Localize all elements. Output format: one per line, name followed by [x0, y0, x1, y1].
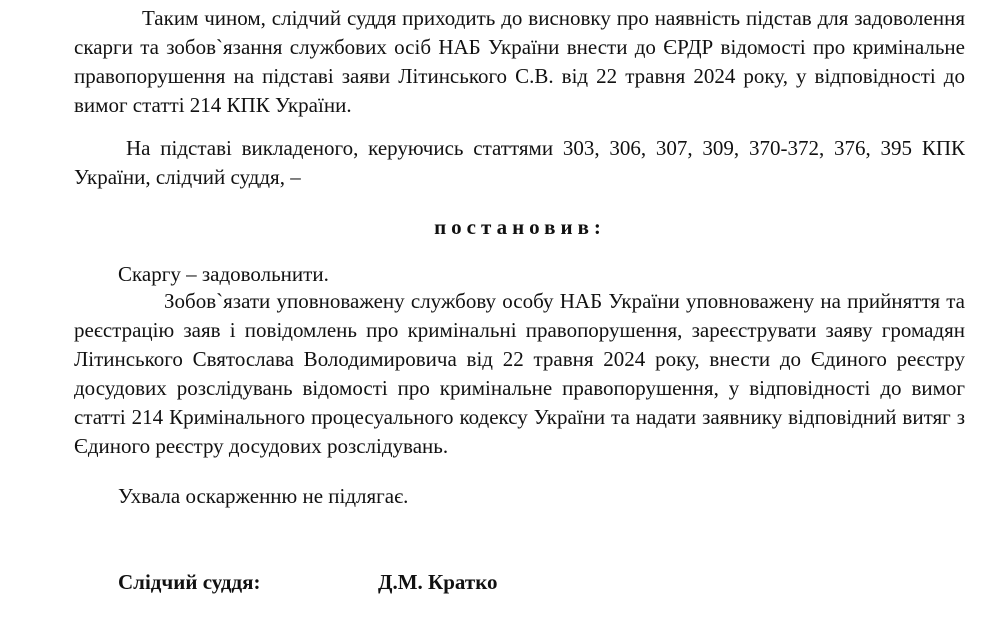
paragraph-obligation: Зобов`язати уповноважену службову особу НАБ України уповноважену на прийняття та реєстрацію заяв і повідомлень про кримінальні правопорушення, зареєструвати заяву громадян Літинського Святослава Володимировича від 22 травня 2024 року, внести до Єдиного реєстру досудових розслідувань відомості про кримінальне правопорушення, у відповідності до вимог статті 214 Кримінального процесуального кодексу України та надати заявнику відповідний витяг з Єдиного реєстру досудових розслідувань. [74, 289, 965, 458]
paragraph-legal-basis: На підставі викладеного, керуючись статтями 303, 306, 307, 309, 370-372, 376, 395 КПК України, слідчий суддя, – [74, 136, 965, 189]
signature-label: Слідчий суддя: [118, 570, 261, 594]
paragraph-satisfy-complaint: Скаргу – задовольнити. [118, 262, 329, 286]
signature-name: Д.М. Кратко [378, 570, 498, 594]
paragraph-not-appealable: Ухвала оскарженню не підлягає. [118, 484, 409, 508]
ruling-heading: постановив: [434, 215, 606, 239]
paragraph-conclusion: Таким чином, слідчий суддя приходить до висновку про наявність підстав для задоволення скарги та зобов`язання службових осіб НАБ України внести до ЄРДР відомості про кримінальне правопорушення на підставі заяви Літинського С.В. від 22 травня 2024 року, у відповідності до вимог статті 214 КПК України. [74, 6, 965, 117]
